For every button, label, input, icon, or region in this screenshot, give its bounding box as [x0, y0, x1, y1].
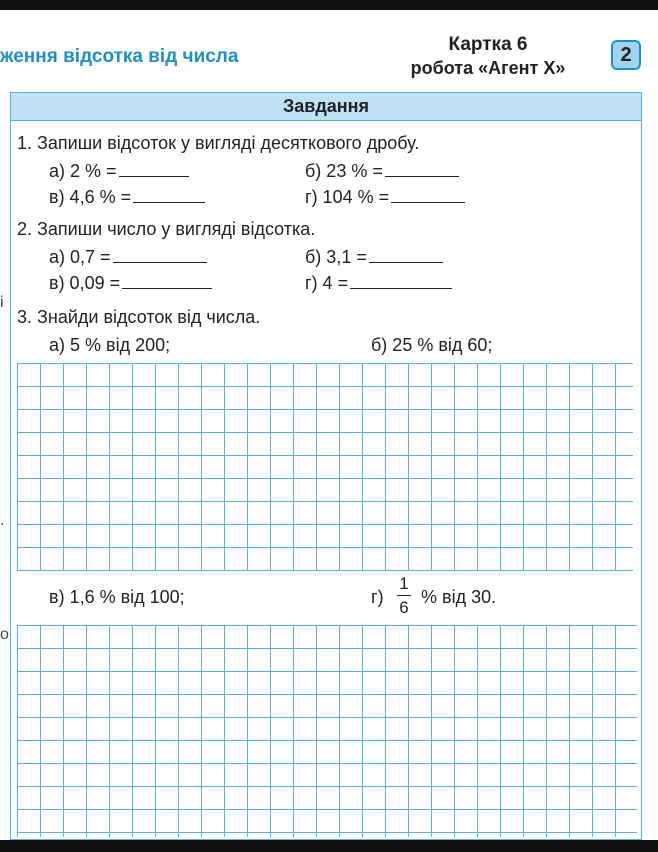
card-title: Картка 6	[448, 34, 528, 55]
task1-v: в) 4,6 % =	[49, 187, 205, 208]
task1-text: 1. Запиши відсоток у вигляді десяткового дробу.	[17, 133, 420, 153]
task3-b: б) 25 % від 60;	[371, 335, 493, 355]
margin-mark-3: о	[0, 626, 9, 643]
task1-a: а) 2 % =	[49, 161, 189, 182]
answer-line[interactable]	[369, 261, 443, 263]
task3-g-prefix: г)	[371, 587, 384, 607]
answer-line[interactable]	[350, 287, 452, 289]
task1-g: г) 104 % =	[305, 187, 465, 208]
grid-lines-2	[17, 625, 637, 837]
answer-line[interactable]	[119, 175, 189, 177]
margin-mark-2: .	[0, 512, 5, 529]
topic-heading: ження відсотка від числа	[0, 46, 239, 67]
answer-line[interactable]	[122, 287, 212, 289]
fraction-bar	[397, 595, 411, 596]
task3-a: а) 5 % від 200;	[49, 335, 171, 355]
task1-b: б) 23 % =	[305, 161, 459, 182]
top-edge-bar	[0, 0, 658, 10]
fraction-numerator: 1	[399, 574, 409, 593]
card-subtitle: робота «Агент X»	[410, 58, 566, 78]
answer-grid-2[interactable]	[17, 625, 637, 837]
grid-lines-1	[17, 363, 633, 571]
bottom-edge-bar	[0, 840, 658, 852]
task2-text: 2. Запиши число у вигляді відсотка.	[17, 219, 316, 239]
task3-g-suffix: % від 30.	[421, 587, 497, 607]
answer-line[interactable]	[133, 201, 205, 203]
task-box-title: Завдання	[11, 93, 641, 121]
task2-b: б) 3,1 =	[305, 247, 443, 268]
task3-text: 3. Знайди відсоток від числа.	[17, 307, 261, 327]
task2-g: г) 4 =	[305, 273, 452, 294]
task2-a: а) 0,7 =	[49, 247, 207, 268]
answer-line[interactable]	[113, 261, 207, 263]
page-badge: 2	[611, 40, 641, 70]
answer-line[interactable]	[385, 175, 459, 177]
task3-v: в) 1,6 % від 100;	[49, 587, 185, 607]
task-box	[10, 92, 642, 840]
task2-v: в) 0,09 =	[49, 273, 212, 294]
margin-mark-1: і	[0, 294, 4, 311]
answer-line[interactable]	[391, 201, 465, 203]
answer-grid-1[interactable]	[17, 363, 633, 571]
fraction-denominator: 6	[399, 598, 409, 617]
